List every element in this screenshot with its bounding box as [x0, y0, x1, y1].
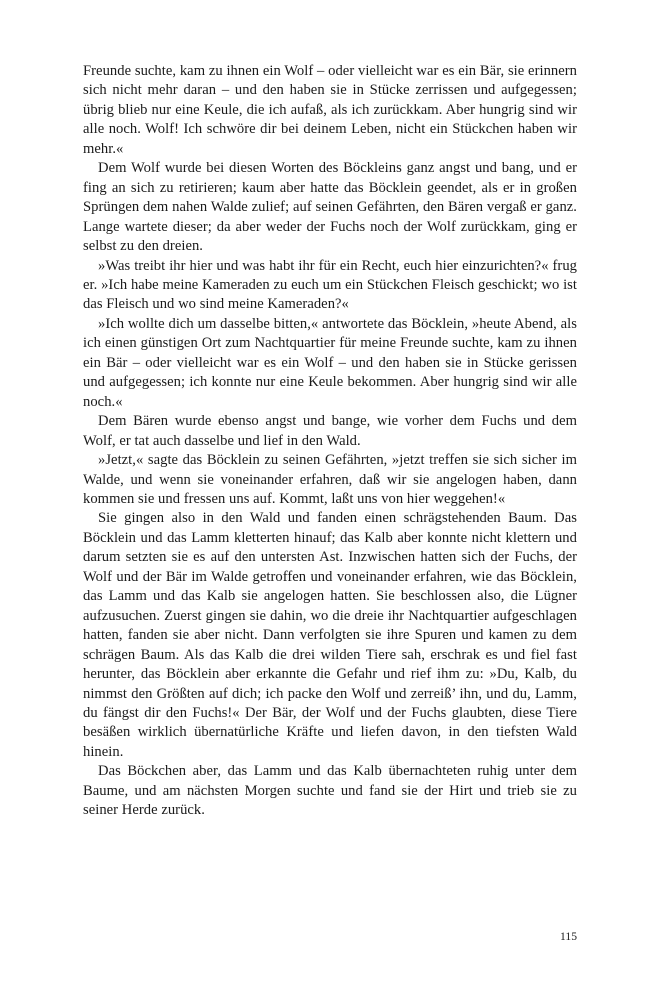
paragraph: »Was treibt ihr hier und was habt ihr für ein Recht, euch hier einzurichten?« frug er. »Ich habe meine Kameraden zu euch um ein Stückchen Fleisch geschickt; wo ist das Fleisch und wo sind meine Kameraden?« — [83, 257, 577, 313]
paragraph: Freunde suchte, kam zu ihnen ein Wolf – oder vielleicht war es ein Bär, sie erinnern sich nicht mehr daran – und den haben sie in Stücke zerrissen und aufgegessen; übrig blieb nur eine Keule, die ich aufaß, als ich zurückkam. Aber hungrig sind wir alle noch. Wolf! Ich schwöre dir bei deinem Leben, nicht ein Stückchen haben wir mehr.« — [83, 63, 577, 157]
paragraph: Dem Bären wurde ebenso angst und bange, wie vorher dem Fuchs und dem Wolf, er tat auch dasselbe und lief in den Wald. — [83, 413, 577, 449]
paragraph: Das Böckchen aber, das Lamm und das Kalb übernachteten ruhig unter dem Baume, und am nächsten Morgen suchte und fand sie der Hirt und trieb sie zu seiner Herde zurück. — [83, 763, 577, 819]
page-body-text — [83, 62, 577, 821]
page-number: 115 — [560, 930, 577, 943]
paragraph: Sie gingen also in den Wald und fanden einen schrägstehenden Baum. Das Böcklein und das Lamm kletterten hinauf; das Kalb aber konnte nicht klettern und darum setzten sie es auf den untersten Ast. Inzwischen hatten sich der Fuchs, der Wolf und der Bär im Walde getroffen und voneinander erfahren, wie das Böcklein, das Lamm und das Kalb sie angelogen hatten. Sie beschlossen also, die Lügner aufzusuchen. Zuerst gingen sie dahin, wo die dreie ihr Nachtquartier aufgeschlagen hatten, fanden sie aber nicht. Dann verfolgten sie ihre Spuren und kamen zu dem schrägen Baum. Als das Kalb die drei wilden Tiere sah, erschrak es und fiel fast herunter, das Böcklein aber erkannte die Gefahr und rief ihm zu: »Du, Kalb, du nimmst den Größten auf dich; ich packe den Wolf und zerreiß’ ihn, und du, Lamm, du fängst dir den Fuchs!« Der Bär, der Wolf und der Fuchs glaubten, diese Tiere besäßen wirklich übernatürliche Kräfte und liefen davon, in den tiefsten Wald hinein. — [83, 510, 577, 760]
paragraph: »Jetzt,« sagte das Böcklein zu seinen Gefährten, »jetzt treffen sie sich sicher im Walde, und wenn sie voneinander erfahren, daß wir sie angelogen haben, dann kommen sie und fressen uns auf. Kommt, laßt uns von hier weggehen!« — [83, 452, 577, 507]
paragraph: Dem Wolf wurde bei diesen Worten des Böckleins ganz angst und bang, und er fing an sich zu retirieren; kaum aber hatte das Böcklein geendet, als er in großen Sprüngen dem nahen Walde zulief; auf seinen Gefährten, den Bären vergaß er ganz. Lange wartete dieser; da aber weder der Fuchs noch der Wolf zurückkam, ging er selbst zu den dreien. — [83, 160, 577, 255]
paragraph: »Ich wollte dich um dasselbe bitten,« antwortete das Böcklein, »heute Abend, als ich einen günstigen Ort zum Nachtquartier für meine Freunde suchte, kam zu ihnen ein Bär – oder vielleicht war es ein Wolf – und den haben sie in Stücke gerissen und aufgegessen; ich konnte nur eine Keule bekommen. Aber hungrig sind wir alle noch.« — [83, 315, 577, 410]
